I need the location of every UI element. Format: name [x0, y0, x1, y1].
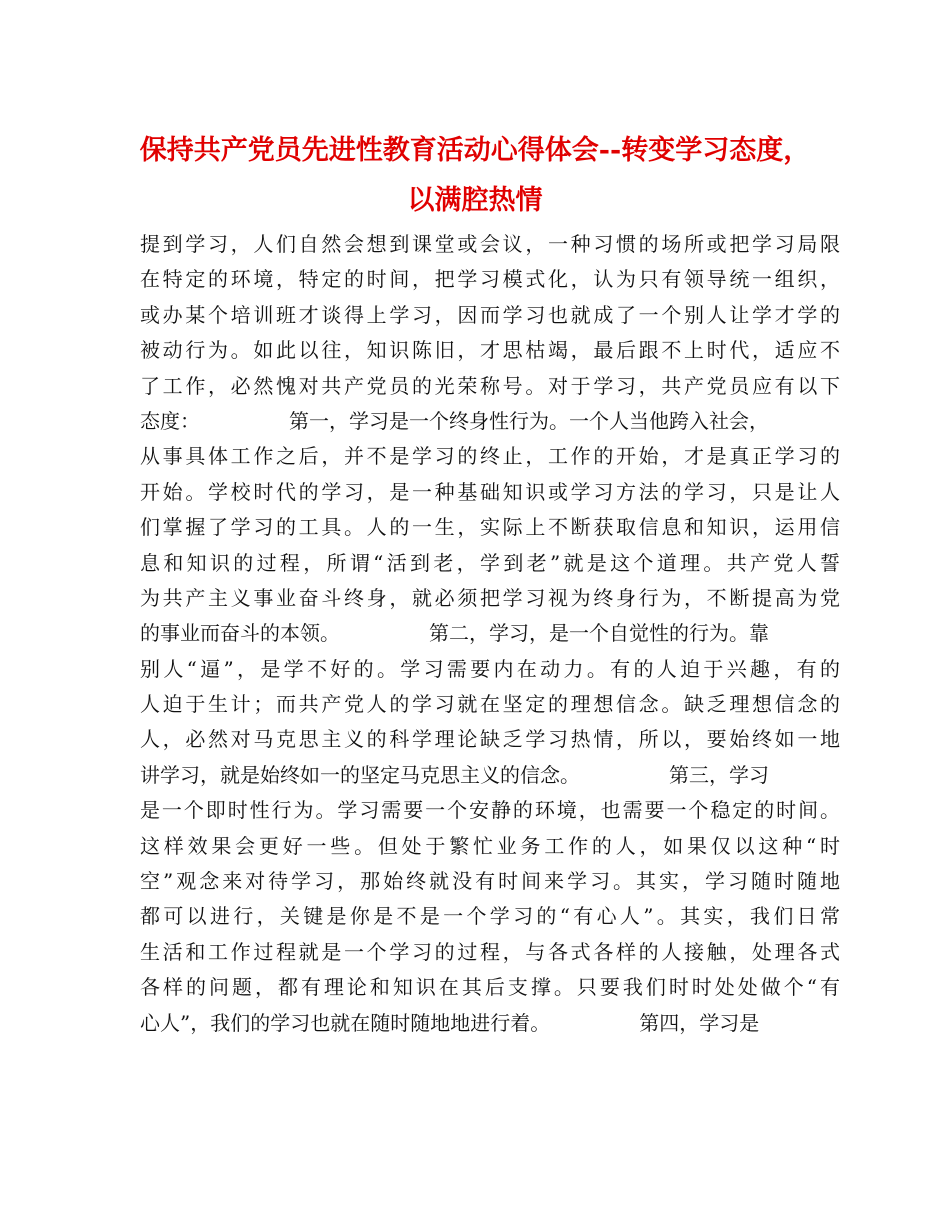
body-line: 人迫于生计；而共产党人的学习就在坚定的理想信念。缺乏理想信念的 [140, 692, 840, 717]
body-line: 息和知识的过程，所谓“活到老，学到老”就是这个道理。共产党人誓 [140, 550, 840, 575]
body-text [140, 227, 840, 1041]
body-line: 被动行为。如此以往，知识陈旧，才思枯竭，最后跟不上时代，适应不 [140, 338, 840, 363]
body-line: 开始。学校时代的学习，是一种基础知识或学习方法的学习，只是让人 [140, 479, 840, 504]
body-line: 提到学习，人们自然会想到课堂或会议，一种习惯的场所或把学习局限 [140, 232, 840, 256]
body-line: 在特定的环境，特定的时间，把学习模式化，认为只有领导统一组织， [140, 267, 840, 292]
body-line: 们掌握了学习的工具。人的一生，实际上不断获取信息和知识，运用信 [140, 515, 840, 540]
body-line: 这样效果会更好一些。但处于繁忙业务工作的人，如果仅以这种“时 [140, 833, 840, 858]
body-line: 别人“逼”，是学不好的。学习需要内在动力。有的人迫于兴趣，有的 [140, 656, 840, 681]
body-line: 从事具体工作之后，并不是学习的终止，工作的开始，才是真正学习的 [140, 444, 840, 469]
body-line: 人，必然对马克思主义的科学理论缺乏学习热情，所以，要始终如一地 [140, 727, 840, 752]
body-line: 或办某个培训班才谈得上学习，因而学习也就成了一个别人让学才学的 [140, 302, 840, 327]
body-line: 生活和工作过程就是一个学习的过程，与各式各样的人接触，处理各式 [140, 939, 840, 964]
title-line-2: 以满腔热情 [407, 185, 543, 216]
body-line: 各样的问题，都有理论和知识在其后支撑。只要我们时时处处做个“有 [140, 975, 840, 1000]
document-title [120, 126, 830, 226]
body-line: 是一个即时性行为。学习需要一个安静的环境，也需要一个稳定的时间。 [140, 798, 840, 823]
body-line: 态度： 第一，学习是一个终身性行为。一个人当他跨入社会， [140, 408, 770, 433]
body-line: 都可以进行，关键是你是不是一个学习的“有心人”。其实，我们日常 [140, 904, 840, 929]
body-line: 空”观念来对待学习，那始终就没有时间来学习。其实，学习随时随地 [140, 869, 840, 894]
body-line: 了工作，必然愧对共产党员的光荣称号。对于学习，共产党员应有以下 [140, 373, 840, 398]
title-line-1: 保持共产党员先进性教育活动心得体会--转变学习态度， [139, 135, 811, 166]
body-line: 讲学习，就是始终如一的坚定马克思主义的信念。 第三，学习 [140, 762, 770, 787]
body-line: 心人”，我们的学习也就在随时随地地进行着。 第四，学习是 [140, 1010, 760, 1035]
body-line: 的事业而奋斗的本领。 第二，学习，是一个自觉性的行为。靠 [140, 621, 770, 646]
body-line: 为共产主义事业奋斗终身，就必须把学习视为终身行为，不断提高为党 [140, 585, 840, 610]
